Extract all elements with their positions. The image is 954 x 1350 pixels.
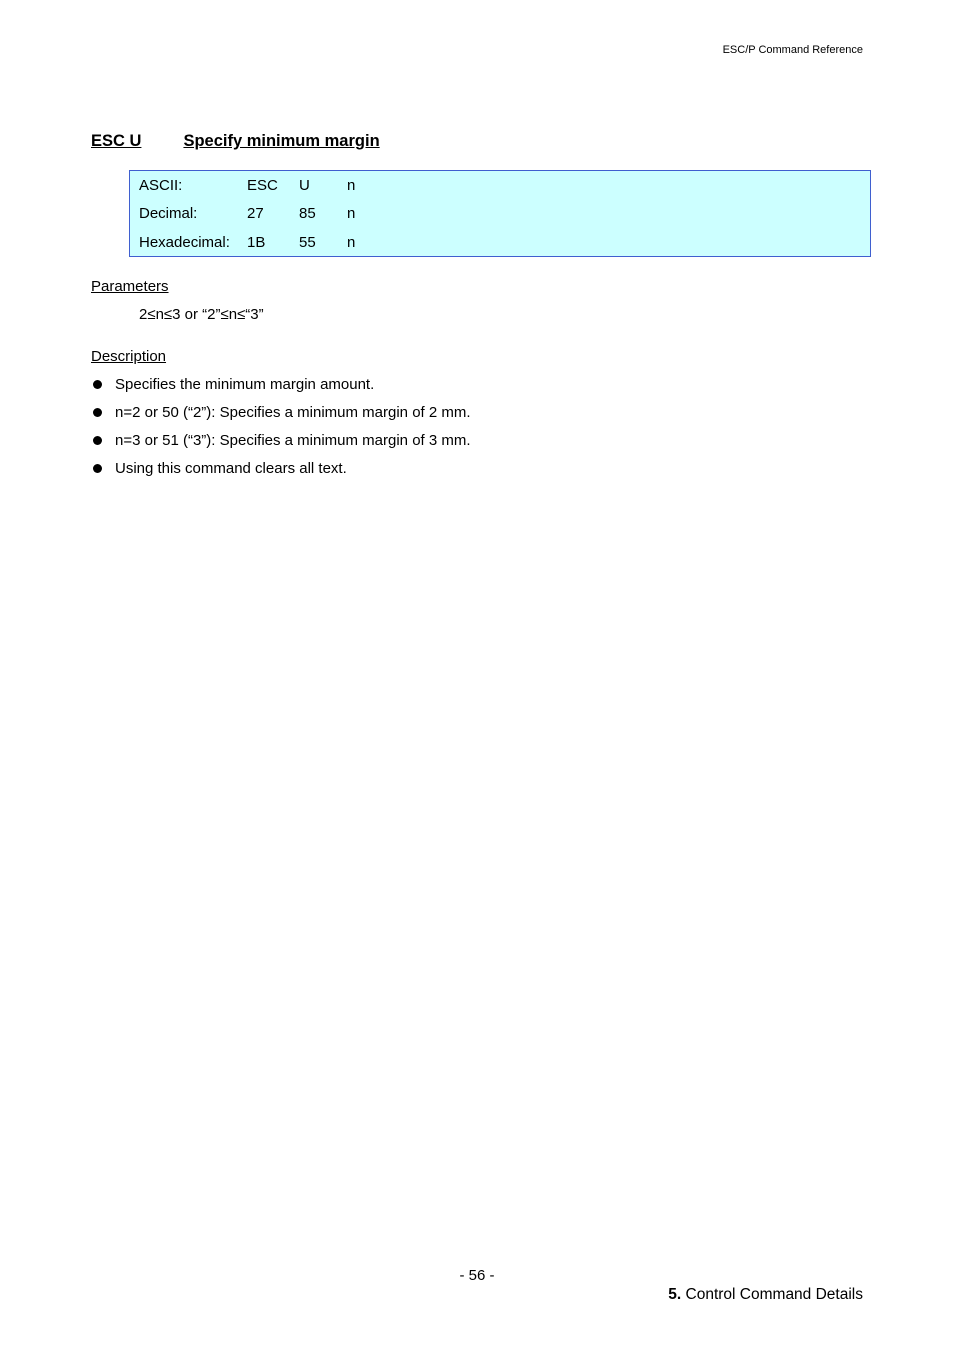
command-title: Specify minimum margin: [183, 132, 380, 150]
code-label: Decimal:: [139, 205, 198, 222]
code-value: 55: [299, 234, 316, 251]
command-name: ESC U: [91, 132, 142, 150]
command-heading: [91, 132, 380, 151]
code-value: 85: [299, 205, 316, 222]
footer-chapter: [668, 1286, 863, 1304]
chapter-number: 5.: [668, 1286, 682, 1303]
bullet-icon: [93, 436, 102, 445]
description-heading: Description: [91, 348, 167, 365]
chapter-title: Control Command Details: [685, 1286, 863, 1303]
parameters-text: 2≤n≤3 or “2”≤n≤“3”: [139, 306, 264, 323]
code-value: n: [347, 234, 356, 251]
bullet-icon: [93, 408, 102, 417]
code-value: 27: [247, 205, 264, 222]
code-value: U: [299, 177, 310, 194]
code-label: ASCII:: [139, 177, 183, 194]
bullet-icon: [93, 464, 102, 473]
command-code-box: [129, 170, 871, 257]
page-number: - 56 -: [459, 1267, 495, 1284]
running-header: ESC/P Command Reference: [722, 44, 863, 56]
code-value: n: [347, 205, 356, 222]
code-value: 1B: [247, 234, 266, 251]
code-value: n: [347, 177, 356, 194]
bullet-icon: [93, 380, 102, 389]
code-value: ESC: [247, 177, 278, 194]
code-label: Hexadecimal:: [139, 234, 230, 251]
parameters-heading: Parameters: [91, 278, 169, 295]
